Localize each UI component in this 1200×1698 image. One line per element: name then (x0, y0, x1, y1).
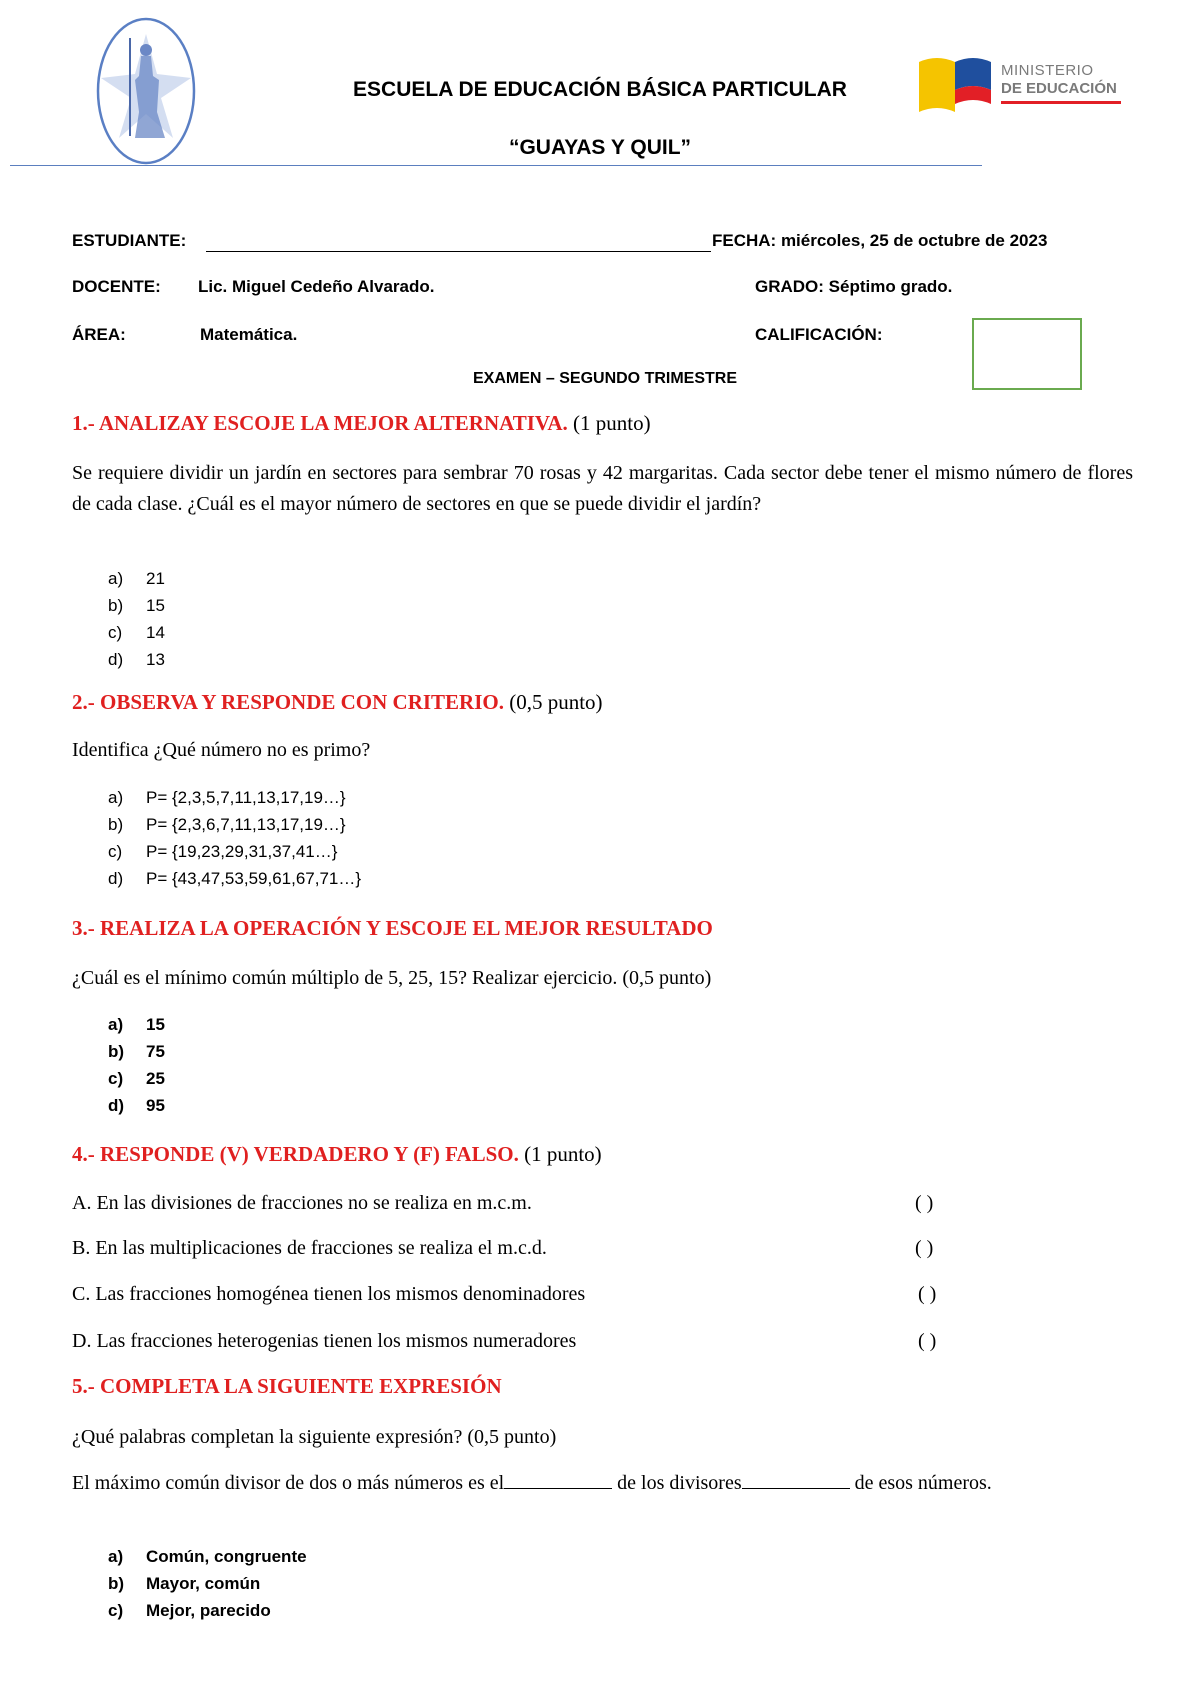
q3-heading: 3.- REALIZA LA OPERACIÓN Y ESCOJE EL MEJOR RESULTADO (72, 916, 713, 940)
exam-title: EXAMEN – SEGUNDO TRIMESTRE (472, 370, 738, 387)
q4-item-a (72, 1188, 1072, 1218)
q1-title (72, 411, 651, 436)
q3-option-a[interactable]: a) 15 (108, 1015, 165, 1034)
school-subtitle: “GUAYAS Y QUIL” (508, 136, 692, 159)
q4-answer-d[interactable]: ( ) (918, 1330, 937, 1352)
q5-option-a[interactable]: a) Común, congruente (108, 1547, 307, 1566)
q4-item-c (72, 1279, 1072, 1309)
q2-option-a[interactable]: a) P= {2,3,5,7,11,13,17,19…} (108, 788, 346, 807)
q3-options (108, 1011, 165, 1119)
q4-item-b (72, 1233, 1072, 1263)
q5-title (72, 1374, 502, 1399)
ministry-underline (1001, 101, 1121, 104)
q5-sentence-start: El máximo común divisor de dos o más números es el (72, 1472, 505, 1494)
q1-option-c[interactable]: c) 14 (108, 623, 165, 642)
area-value: Matemática. (200, 325, 298, 344)
q1-points: (1 punto) (567, 411, 651, 435)
ministry-text-1: MINISTERIO (1001, 62, 1094, 79)
q4-answer-a[interactable]: ( ) (915, 1192, 934, 1214)
q2-points: (0,5 punto) (503, 690, 603, 714)
q4-statement-a: A. En las divisiones de fracciones no se realiza en m.c.m. (72, 1192, 532, 1214)
q3-option-b[interactable]: b) 75 (108, 1042, 165, 1061)
q4-statement-d: D. Las fracciones heterogenias tienen los mismos numeradores (72, 1330, 577, 1352)
q5-sentence-middle: de los divisores (612, 1472, 742, 1494)
q1-option-b[interactable]: b) 15 (108, 596, 165, 615)
score-label: CALIFICACIÓN: (755, 325, 883, 344)
q4-answer-b[interactable]: ( ) (915, 1237, 934, 1259)
q4-statement-c: C. Las fracciones homogénea tienen los mismos denominadores (72, 1283, 586, 1305)
q1-options (108, 565, 165, 673)
q5-heading: 5.- COMPLETA LA SIGUIENTE EXPRESIÓN (72, 1374, 502, 1398)
exam-date: FECHA: miércoles, 25 de octubre de 2023 (712, 231, 1048, 250)
q2-text: Identifica ¿Qué número no es primo? (72, 739, 371, 761)
q2-heading: 2.- OBSERVA Y RESPONDE CON CRITERIO. (72, 690, 504, 714)
q2-options (108, 784, 361, 892)
header-rule (10, 165, 982, 166)
q5-option-b[interactable]: b) Mayor, común (108, 1574, 261, 1593)
q5-blank-1[interactable] (504, 1468, 612, 1489)
area-label: ÁREA: (72, 325, 126, 344)
q4-item-d (72, 1326, 1072, 1356)
q3-option-d[interactable]: d) 95 (108, 1096, 165, 1115)
q5-options (108, 1543, 307, 1624)
grade-label: GRADO: Séptimo grado. (755, 277, 953, 296)
q3-option-c[interactable]: c) 25 (108, 1069, 165, 1088)
q5-sentence-end: de esos números. (849, 1472, 992, 1494)
q4-heading: 4.- RESPONDE (V) VERDADERO Y (F) FALSO. (72, 1142, 519, 1166)
q2-option-c[interactable]: c) P= {19,23,29,31,37,41…} (108, 842, 338, 861)
q5-blank-2[interactable] (742, 1468, 850, 1489)
ministry-text-2: DE EDUCACIÓN (1001, 80, 1117, 97)
student-label: ESTUDIANTE: (72, 231, 187, 250)
teacher-label: DOCENTE: (72, 277, 161, 296)
q5-text: ¿Qué palabras completan la siguiente expresión? (0,5 punto) (72, 1426, 557, 1448)
q4-title (72, 1142, 602, 1167)
q3-title (72, 916, 713, 941)
q1-option-a[interactable]: a) 21 (108, 569, 165, 588)
teacher-name: Lic. Miguel Cedeño Alvarado. (198, 277, 435, 296)
school-name: ESCUELA DE EDUCACIÓN BÁSICA PARTICULAR (353, 78, 847, 101)
q5-sentence (72, 1468, 1133, 1499)
q5-option-c[interactable]: c) Mejor, parecido (108, 1601, 271, 1620)
q4-points: (1 punto) (518, 1142, 602, 1166)
q4-answer-c[interactable]: ( ) (918, 1283, 937, 1305)
ministry-logo (915, 52, 1155, 122)
q1-heading: 1.- ANALIZAY ESCOJE LA MEJOR ALTERNATIVA. (72, 411, 568, 435)
score-box[interactable] (972, 318, 1082, 390)
student-name-line[interactable] (206, 251, 711, 252)
q2-title (72, 690, 603, 715)
q4-statement-b: B. En las multiplicaciones de fracciones se realiza el m.c.d. (72, 1237, 547, 1259)
q1-text: Se requiere dividir un jardín en sectores para sembrar 70 rosas y 42 margaritas. Cada sector debe tener el mismo número de flores de cada clase. ¿Cuál es el mayor número de sectores en que se puede dividir el jardín? (72, 462, 1133, 515)
q3-text: ¿Cuál es el mínimo común múltiplo de 5, 25, 15? Realizar ejercicio. (0,5 punto) (72, 967, 712, 989)
school-logo (95, 16, 197, 166)
q2-option-b[interactable]: b) P= {2,3,6,7,11,13,17,19…} (108, 815, 346, 834)
q2-option-d[interactable]: d) P= {43,47,53,59,61,67,71…} (108, 869, 362, 888)
q1-option-d[interactable]: d) 13 (108, 650, 165, 669)
